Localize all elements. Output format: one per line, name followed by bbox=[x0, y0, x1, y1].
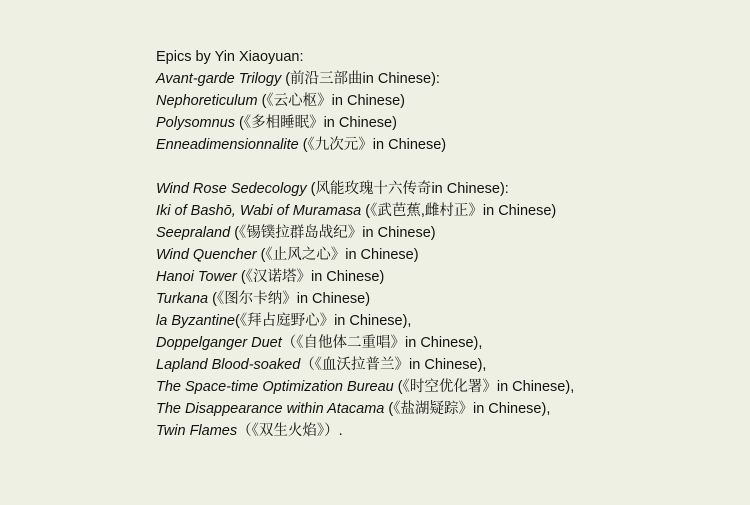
work-title: la Byzantine bbox=[156, 313, 235, 329]
work-title: Doppelganger Duet bbox=[156, 335, 282, 351]
list-item bbox=[156, 200, 736, 222]
work-chinese-title: (《拜占庭野心》in Chinese), bbox=[235, 313, 412, 329]
list-item bbox=[156, 134, 736, 156]
list-item bbox=[156, 222, 736, 244]
paragraph-gap bbox=[156, 156, 736, 178]
list-item bbox=[156, 266, 736, 288]
work-chinese-title: （《自他体二重唱》in Chinese), bbox=[281, 335, 483, 351]
list-item bbox=[156, 354, 736, 376]
work-chinese-title: (《时空优化署》in Chinese), bbox=[393, 379, 575, 395]
work-title: Hanoi Tower bbox=[156, 269, 237, 285]
work-chinese-title: (《锡镤拉群岛战纪》in Chinese) bbox=[230, 225, 436, 241]
work-chinese-title: (《盐湖疑踪》in Chinese), bbox=[384, 401, 551, 417]
work-title: Lapland Blood-soaked bbox=[156, 357, 301, 373]
work-title: Twin Flames bbox=[156, 423, 238, 439]
work-chinese-title: (《汉诺塔》in Chinese) bbox=[236, 269, 385, 285]
work-chinese-title: (《图尔卡纳》in Chinese) bbox=[208, 291, 371, 307]
work-chinese-title: (《多相睡眠》in Chinese) bbox=[234, 115, 397, 131]
work-title: Seepraland bbox=[156, 225, 231, 241]
list-item bbox=[156, 332, 736, 354]
work-title: Enneadimensionnalite bbox=[156, 137, 299, 153]
work-title: Wind Quencher bbox=[156, 247, 257, 263]
work-title: Nephoreticulum bbox=[156, 93, 258, 109]
series-heading bbox=[156, 178, 736, 200]
list-item bbox=[156, 310, 736, 332]
work-title: The Space-time Optimization Bureau bbox=[156, 379, 394, 395]
document-heading: Epics by Yin Xiaoyuan: bbox=[156, 49, 304, 65]
work-chinese-title: (《武芭蕉,雌村正》in Chinese) bbox=[361, 203, 557, 219]
work-title: Iki of Bashō, Wabi of Muramasa bbox=[156, 203, 362, 219]
work-title: The Disappearance within Atacama bbox=[156, 401, 385, 417]
work-chinese-title: （《血沃拉普兰》in Chinese), bbox=[300, 357, 487, 373]
work-chinese-title: (《云心枢》in Chinese) bbox=[257, 93, 406, 109]
series-title-suffix: (前沿三部曲in Chinese): bbox=[281, 71, 440, 87]
series-heading bbox=[156, 68, 736, 90]
list-item bbox=[156, 112, 736, 134]
series-title: Wind Rose Sedecology bbox=[156, 181, 307, 197]
work-title: Polysomnus bbox=[156, 115, 235, 131]
work-title: Turkana bbox=[156, 291, 209, 307]
list-item bbox=[156, 376, 736, 398]
list-item bbox=[156, 244, 736, 266]
work-chinese-title: (《止风之心》in Chinese) bbox=[256, 247, 419, 263]
series-title: Avant-garde Trilogy bbox=[156, 71, 282, 87]
work-chinese-title: （《双生火焰》）. bbox=[237, 423, 343, 439]
list-item bbox=[156, 288, 736, 310]
work-chinese-title: (《九次元》in Chinese) bbox=[298, 137, 447, 153]
series-title-suffix: (风能玫瑰十六传奇in Chinese): bbox=[306, 181, 509, 197]
list-item bbox=[156, 420, 736, 442]
epics-document bbox=[156, 46, 736, 442]
list-item bbox=[156, 90, 736, 112]
list-item bbox=[156, 398, 736, 420]
